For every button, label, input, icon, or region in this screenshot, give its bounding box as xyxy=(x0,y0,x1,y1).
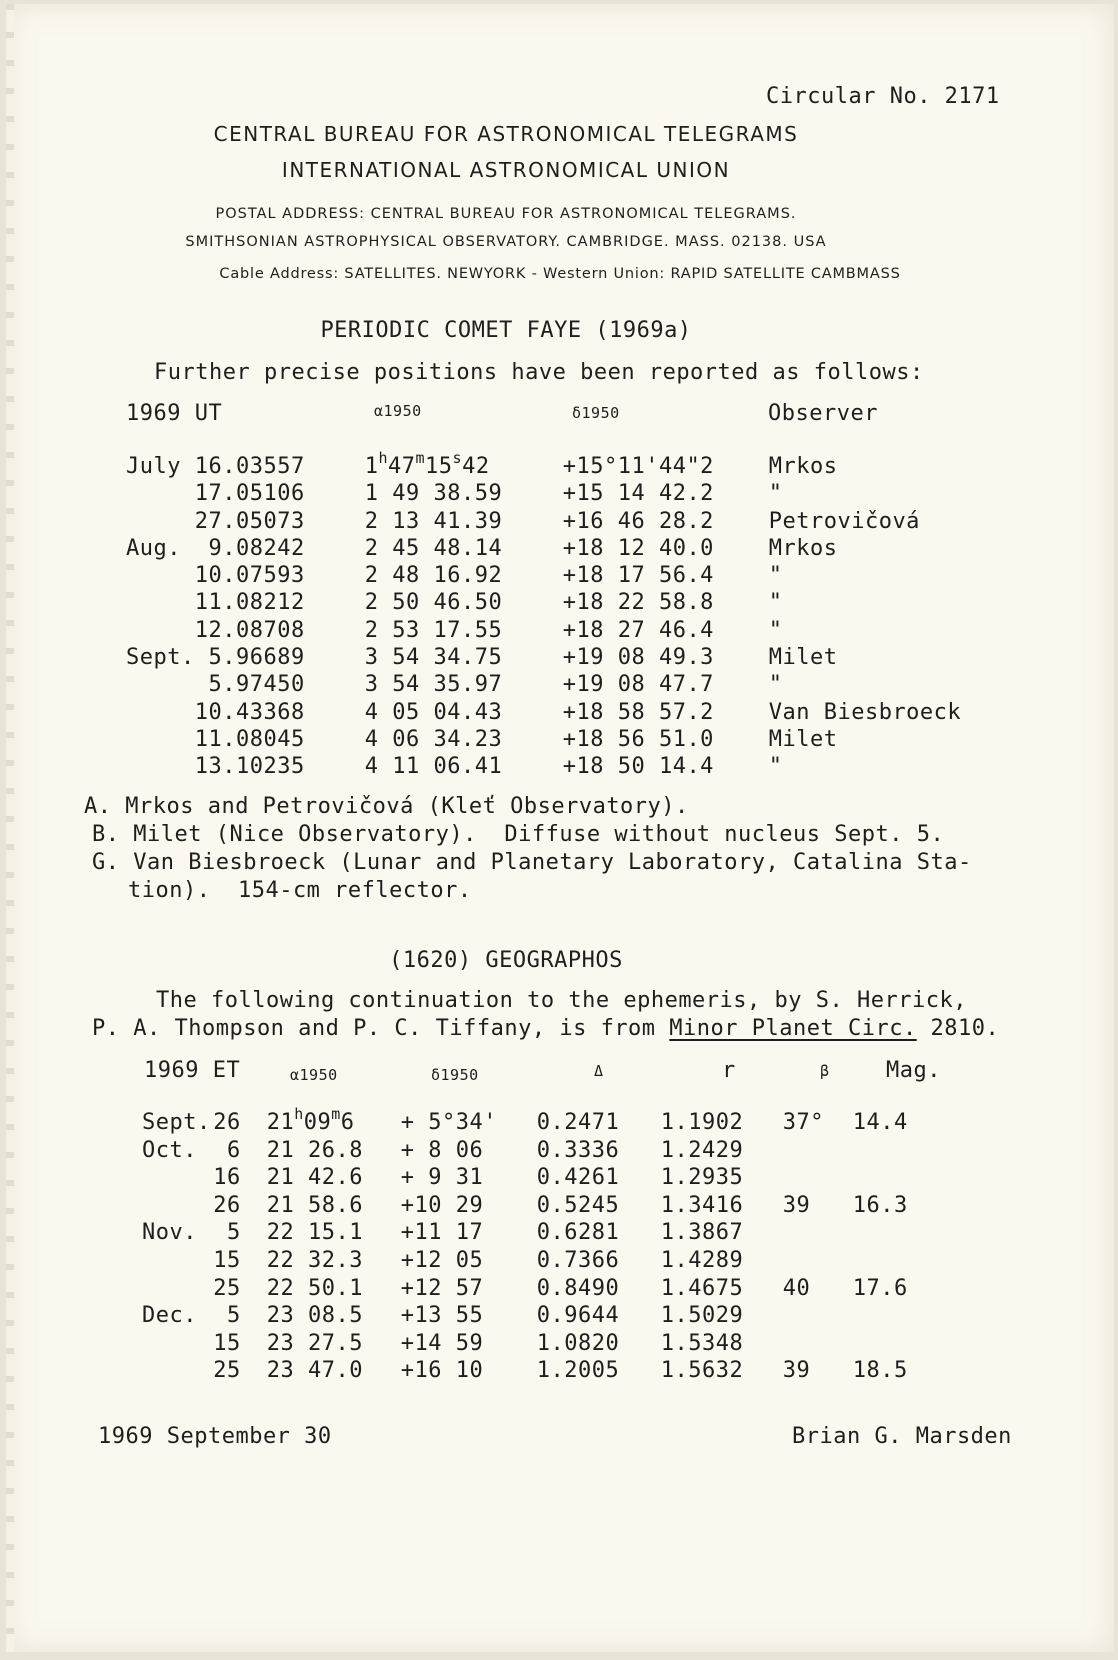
row-observer: Mrkos xyxy=(768,454,838,479)
row-r: 1.3867 xyxy=(660,1220,744,1246)
row-dec: +15°11'44"2 xyxy=(562,454,714,479)
row-month: Nov. xyxy=(142,1220,197,1246)
row-month xyxy=(142,1193,211,1221)
row-ra: 22 32.3 xyxy=(266,1247,363,1273)
row-dec: +18 12 40.0 xyxy=(562,535,714,561)
row-ra: 4 06 34.23 xyxy=(364,726,503,752)
table-row xyxy=(142,1358,923,1386)
table-row xyxy=(126,454,969,481)
row-month xyxy=(126,700,195,727)
row-observer: Petrovičová xyxy=(768,508,920,534)
row-ra: 22 15.1 xyxy=(266,1220,363,1246)
row-dec: + 5°34' xyxy=(400,1110,497,1135)
row-observer: " xyxy=(768,754,783,780)
comet-col-observer: Observer xyxy=(768,401,878,426)
row-dec: +10 29 xyxy=(400,1192,484,1218)
row-ra: 23 27.5 xyxy=(266,1330,363,1356)
row-date: 17.05106 xyxy=(194,481,305,507)
spacer xyxy=(241,1358,267,1386)
spacer xyxy=(305,563,365,590)
union-title: INTERNATIONAL ASTRONOMICAL UNION xyxy=(281,158,731,182)
geo-col-beta: β xyxy=(820,1062,830,1080)
comet-positions-table xyxy=(126,449,969,782)
table-row xyxy=(142,1220,923,1248)
row-mag xyxy=(853,1248,923,1276)
row-ra: 22 50.1 xyxy=(266,1275,363,1301)
spacer xyxy=(305,672,365,699)
row-month: Sept. xyxy=(126,645,195,671)
row-month xyxy=(126,481,195,508)
row-delta: 0.6281 xyxy=(536,1220,620,1246)
table-row xyxy=(126,536,969,563)
row-r: 1.5029 xyxy=(660,1303,744,1329)
row-date: 25 xyxy=(213,1358,241,1384)
table-row xyxy=(126,590,969,617)
row-observer: " xyxy=(768,590,783,616)
geo-col-ra: α1950 xyxy=(290,1066,338,1084)
table-row xyxy=(142,1110,923,1138)
geo-col-r: r xyxy=(722,1058,736,1083)
spacer xyxy=(305,454,365,481)
cable-address-line: Cable Address: SATELLITES. NEWYORK - Western Union: RAPID SATELLITE CAMBMASS xyxy=(219,266,901,282)
table-row xyxy=(142,1303,923,1331)
row-dec: +12 05 xyxy=(400,1247,484,1273)
row-r: 1.4675 xyxy=(660,1275,744,1301)
spacer xyxy=(241,1248,267,1276)
row-date: 10.07593 xyxy=(194,563,305,589)
row-dec: + 8 06 xyxy=(400,1137,484,1163)
spacer xyxy=(241,1165,267,1193)
row-date: 25 xyxy=(213,1275,241,1301)
row-ra: 2 45 48.14 xyxy=(364,535,503,561)
geographos-intro-line2: P. A. Thompson and P. C. Tiffany, is from Minor Planet Circ. 2810. xyxy=(92,1016,1000,1041)
row-month xyxy=(142,1358,211,1386)
row-ra: 3 54 34.75 xyxy=(364,645,503,671)
row-date: 6 xyxy=(226,1137,241,1163)
geographos-title: (1620) GEOGRAPHOS xyxy=(389,948,623,973)
table-row xyxy=(142,1193,923,1221)
row-date: 5 xyxy=(226,1220,241,1246)
row-delta: 0.5245 xyxy=(536,1192,620,1218)
spacer xyxy=(305,618,365,645)
row-dec: +18 58 57.2 xyxy=(562,699,714,725)
comet-col-dec: δ1950 xyxy=(572,404,620,422)
row-r: 1.2429 xyxy=(660,1137,744,1163)
row-dec: +18 56 51.0 xyxy=(562,726,714,752)
comet-col-date: 1969 UT xyxy=(126,401,223,426)
note-g-line2: tion). 154-cm reflector. xyxy=(128,878,472,903)
row-month xyxy=(126,754,195,781)
footer-date: 1969 September 30 xyxy=(98,1424,332,1449)
row-mag xyxy=(853,1165,923,1193)
perforated-edge xyxy=(6,4,14,1652)
row-date: 13.10235 xyxy=(194,754,305,780)
spacer xyxy=(305,481,365,508)
row-r: 1.5348 xyxy=(660,1330,744,1356)
row-ra: 1$^h$47$^m$15$^s$42 xyxy=(364,449,490,479)
footer-signature: Brian G. Marsden xyxy=(792,1424,1012,1449)
row-delta: 0.7366 xyxy=(536,1247,620,1273)
comet-intro: Further precise positions have been reported as follows: xyxy=(154,360,924,385)
row-month xyxy=(142,1248,211,1276)
row-delta: 0.4261 xyxy=(536,1165,620,1191)
row-month xyxy=(142,1165,211,1193)
row-observer: " xyxy=(768,672,783,698)
row-observer: Milet xyxy=(768,645,838,671)
row-dec: +18 17 56.4 xyxy=(562,563,714,589)
row-month xyxy=(142,1331,211,1359)
row-mag: 14.4 xyxy=(852,1110,908,1135)
row-beta xyxy=(783,1165,853,1193)
table-row xyxy=(142,1248,923,1276)
spacer xyxy=(305,536,365,563)
row-beta xyxy=(783,1331,853,1359)
row-observer: Milet xyxy=(768,726,838,752)
table-row xyxy=(142,1331,923,1359)
row-mag xyxy=(853,1220,923,1248)
row-month xyxy=(126,618,195,645)
row-observer: " xyxy=(768,617,783,643)
row-date: 26 xyxy=(213,1110,241,1135)
spacer xyxy=(305,590,365,617)
row-beta xyxy=(783,1138,853,1166)
row-date: 5.97450 xyxy=(208,672,305,698)
row-ra: 4 11 06.41 xyxy=(364,754,503,780)
circular-number: Circular No. 2171 xyxy=(766,84,1000,109)
comet-title: PERIODIC COMET FAYE (1969a) xyxy=(320,318,692,343)
row-beta xyxy=(783,1248,853,1276)
row-dec: +15 14 42.2 xyxy=(562,481,714,507)
row-ra: 21 42.6 xyxy=(266,1165,363,1191)
row-date: 11.08045 xyxy=(194,726,305,752)
spacer xyxy=(305,754,365,781)
row-ra: 3 54 35.97 xyxy=(364,672,503,698)
table-row xyxy=(142,1138,923,1166)
row-date: 26 xyxy=(213,1192,241,1218)
row-dec: +12 57 xyxy=(400,1275,484,1301)
note-a: A. Mrkos and Petrovičová (Kleť Observatory). xyxy=(84,794,689,819)
row-observer: " xyxy=(768,481,783,507)
row-date: 9.08242 xyxy=(208,535,305,561)
bureau-title: CENTRAL BUREAU FOR ASTRONOMICAL TELEGRAMS xyxy=(213,122,799,146)
row-ra: 23 47.0 xyxy=(266,1358,363,1384)
minor-planet-circ-ref: Minor Planet Circ. xyxy=(669,1016,917,1041)
row-mag xyxy=(853,1303,923,1331)
row-ra: 1 49 38.59 xyxy=(364,481,503,507)
spacer xyxy=(241,1331,267,1359)
row-mag xyxy=(853,1138,923,1166)
row-dec: +19 08 47.7 xyxy=(562,672,714,698)
geographos-intro-line1: The following continuation to the ephemeris, by S. Herrick, xyxy=(156,988,967,1013)
row-beta: 39 xyxy=(782,1358,811,1384)
postal-address-line2: SMITHSONIAN ASTROPHYSICAL OBSERVATORY. CAMBRIDGE. MASS. 02138. USA xyxy=(185,234,827,250)
geo-col-mag: Mag. xyxy=(886,1058,941,1083)
row-r: 1.3416 xyxy=(660,1192,744,1218)
row-mag xyxy=(853,1331,923,1359)
row-date: 15 xyxy=(213,1330,241,1356)
row-month: Dec. xyxy=(142,1303,197,1329)
row-month: Sept. xyxy=(142,1110,211,1135)
row-observer: Van Biesbroeck xyxy=(768,699,962,725)
row-month xyxy=(142,1276,211,1304)
row-delta: 0.9644 xyxy=(536,1303,620,1329)
row-date: 5 xyxy=(226,1303,241,1329)
row-delta: 0.8490 xyxy=(536,1275,620,1301)
row-month: Aug. xyxy=(126,535,181,561)
row-mag: 17.6 xyxy=(852,1275,908,1301)
row-month xyxy=(126,672,195,699)
geographos-ephemeris-table xyxy=(142,1105,923,1386)
spacer xyxy=(305,700,365,727)
row-dec: +18 50 14.4 xyxy=(562,754,714,780)
postal-address-line1: POSTAL ADDRESS: CENTRAL BUREAU FOR ASTRONOMICAL TELEGRAMS. xyxy=(215,206,797,222)
table-row xyxy=(126,700,969,727)
row-dec: +16 46 28.2 xyxy=(562,508,714,534)
row-dec: + 9 31 xyxy=(400,1165,484,1191)
row-r: 1.2935 xyxy=(660,1165,744,1191)
row-beta: 39 xyxy=(782,1192,811,1218)
row-ra: 21 58.6 xyxy=(266,1192,363,1218)
row-month xyxy=(126,509,195,536)
row-date: 12.08708 xyxy=(194,617,305,643)
row-mag: 18.5 xyxy=(852,1358,908,1384)
row-ra: 23 08.5 xyxy=(266,1303,363,1329)
table-row xyxy=(126,727,969,754)
row-beta xyxy=(783,1220,853,1248)
row-r: 1.4289 xyxy=(660,1247,744,1273)
table-row xyxy=(126,618,969,645)
row-delta: 1.0820 xyxy=(536,1330,620,1356)
row-date: 15 xyxy=(213,1247,241,1273)
spacer xyxy=(305,509,365,536)
note-b: B. Milet (Nice Observatory). Diffuse without nucleus Sept. 5. xyxy=(92,822,945,847)
row-date: 10.43368 xyxy=(194,699,305,725)
row-date: 16.03557 xyxy=(194,454,305,479)
row-dec: +13 55 xyxy=(400,1303,484,1329)
row-ra: 4 05 04.43 xyxy=(364,699,503,725)
row-date: 16 xyxy=(213,1165,241,1191)
spacer xyxy=(241,1110,267,1138)
table-row xyxy=(126,754,969,781)
table-row xyxy=(142,1276,923,1304)
table-row xyxy=(126,563,969,590)
row-dec: +18 22 58.8 xyxy=(562,590,714,616)
circular-page xyxy=(6,4,1114,1652)
row-dec: +16 10 xyxy=(400,1358,484,1384)
row-observer: Mrkos xyxy=(768,535,838,561)
row-ra: 21 26.8 xyxy=(266,1137,363,1163)
table-row xyxy=(126,645,969,672)
geo-col-date: 1969 ET xyxy=(144,1058,241,1083)
row-month xyxy=(126,563,195,590)
note-g-line1: G. Van Biesbroeck (Lunar and Planetary Laboratory, Catalina Sta- xyxy=(92,850,972,875)
row-dec: +19 08 49.3 xyxy=(562,645,714,671)
row-ra: 2 53 17.55 xyxy=(364,617,503,643)
table-row xyxy=(126,481,969,508)
spacer xyxy=(241,1303,267,1331)
row-date: 11.08212 xyxy=(194,590,305,616)
row-month xyxy=(126,727,195,754)
row-date: 27.05073 xyxy=(194,508,305,534)
table-row xyxy=(126,672,969,699)
row-observer: " xyxy=(768,563,783,589)
row-dec: +14 59 xyxy=(400,1330,484,1356)
table-row xyxy=(126,509,969,536)
row-mag: 16.3 xyxy=(852,1192,908,1218)
row-dec: +11 17 xyxy=(400,1220,484,1246)
spacer xyxy=(241,1220,267,1248)
row-dec: +18 27 46.4 xyxy=(562,617,714,643)
spacer xyxy=(305,727,365,754)
spacer xyxy=(241,1138,267,1166)
row-beta: 37° xyxy=(782,1110,824,1135)
row-ra: 21$^h$09$^m$6 xyxy=(266,1105,355,1135)
spacer xyxy=(305,645,365,672)
row-beta: 40 xyxy=(782,1275,811,1301)
spacer xyxy=(241,1276,267,1304)
row-r: 1.5632 xyxy=(660,1358,744,1384)
row-beta xyxy=(783,1303,853,1331)
row-month: Oct. xyxy=(142,1137,197,1163)
row-date: 5.96689 xyxy=(208,645,305,671)
row-delta: 0.2471 xyxy=(536,1110,620,1135)
geo-col-dec: δ1950 xyxy=(431,1066,479,1084)
row-delta: 0.3336 xyxy=(536,1137,620,1163)
row-delta: 1.2005 xyxy=(536,1358,620,1384)
row-ra: 2 13 41.39 xyxy=(364,508,503,534)
row-ra: 2 48 16.92 xyxy=(364,563,503,589)
row-month: July xyxy=(126,454,181,479)
geo-col-delta: Δ xyxy=(594,1062,604,1080)
table-row xyxy=(142,1165,923,1193)
spacer xyxy=(241,1193,267,1221)
row-month xyxy=(126,590,195,617)
row-r: 1.1902 xyxy=(660,1110,744,1135)
comet-col-ra: α1950 xyxy=(374,402,422,420)
row-ra: 2 50 46.50 xyxy=(364,590,503,616)
